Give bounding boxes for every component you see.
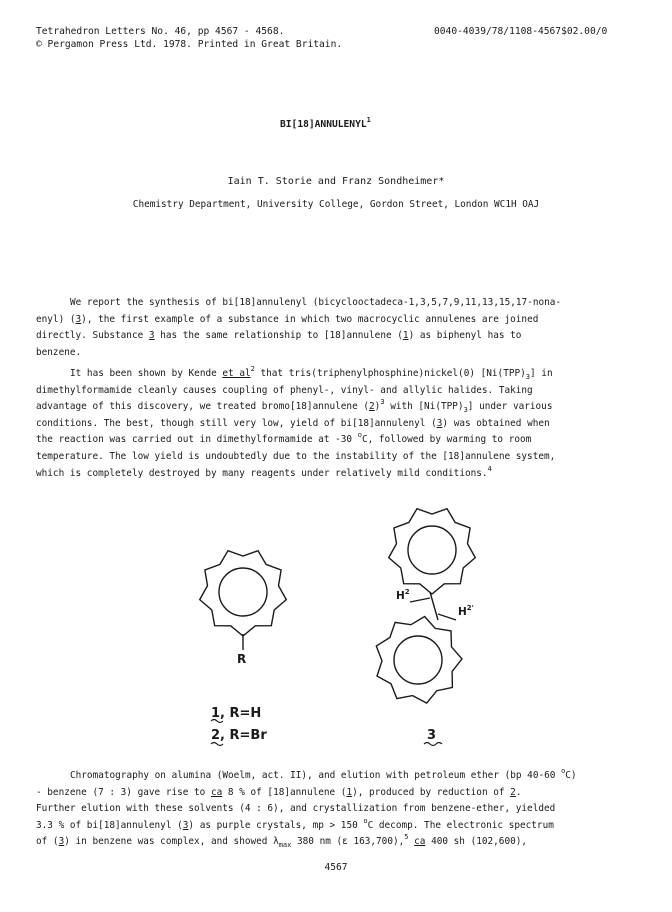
text-line: Chromatography on alumina (Woelm, act. II), and elution with petroleum ether (bp 40-60 $^o$C): [70, 767, 577, 781]
page-number: 4567: [324, 862, 348, 873]
authors: Iain T. Storie and Franz Sondheimer*: [227, 176, 445, 187]
text-line: benzene.: [36, 346, 82, 358]
title-text: BI[18]ANNULENYL: [280, 119, 367, 130]
compound-2-formula: R=Br: [229, 728, 267, 743]
body-paragraph-3: [36, 768, 636, 851]
annulene-ring-upper: [389, 509, 476, 594]
compound-1-label: 1, R=H: [211, 706, 262, 721]
compound-2-number: 2: [211, 728, 221, 743]
text-line: - benzene (7 : 3) gave rise to ca 8 % of [18]annulene (1), produced by reduction of 2.: [36, 786, 522, 798]
aromatic-circle-1: [219, 568, 267, 616]
compound-1-number: 1: [211, 706, 221, 721]
text-line: advantage of this discovery, we treated bromo[18]annulene $(2)^3$ with $[Ni(TPP)_3]$ under various: [36, 398, 553, 415]
h2-bond: [410, 598, 430, 602]
substituent-label: R: [237, 652, 247, 666]
text-line: conditions. The best, though still very low, yield of bi[18]annulenyl (3) was obtained when: [36, 417, 550, 429]
text-line: enyl) (3), the first example of a substance in which two macrocyclic annulenes are joined: [36, 313, 539, 325]
h2-label: $H^2$: [396, 588, 410, 602]
text-line: Further elution with these solvents (4 : 6), and crystallization from benzene-ether, yielded: [36, 803, 556, 815]
text-line: which is completely destroyed by many reagents under relatively mild conditions.$^4$: [36, 464, 492, 479]
text-line: the reaction was carried out in dimethylformamide at -30 $^o$C, followed by warming to room: [36, 431, 532, 446]
h2prime-bond: [438, 614, 456, 620]
text-line: temperature. The low yield is undoubtedly due to the instability of the [18]annulene system,: [36, 450, 556, 462]
annulene-ring-lower: [376, 617, 462, 704]
compound-2-label: 2, R=Br: [211, 728, 267, 743]
compound-1-formula: R=H: [229, 706, 262, 721]
ring-junction-bond: [430, 592, 438, 620]
journal-citation: Tetrahedron Letters No. 46, pp 4567 - 4568.: [36, 26, 285, 37]
annulene-ring-1: [200, 551, 287, 636]
copyright-line: © Pergamon Press Ltd. 1978. Printed in Great Britain.: [36, 39, 343, 50]
aromatic-circle-upper: [408, 526, 456, 574]
article-code: 0040-4039/78/1108-4567$02.00/0: [434, 26, 608, 37]
text-line: directly. Substance 3 has the same relationship to [18]annulene (1) as biphenyl has to: [36, 330, 522, 342]
h2prime-label: $H^{2'}$: [458, 604, 474, 618]
compound-3-label: 3: [427, 728, 437, 743]
title-ref: 1: [366, 116, 371, 124]
text-line: of (3) in benzene was complex, and showed $\lambda_{max}$ 380 nm (ε 163,700),$^5$ ca 400 sh (102,600),: [36, 833, 528, 850]
text-line: We report the synthesis of bi[18]annulenyl (bicyclooctadeca-1,3,5,7,9,11,13,15,17-nona-: [70, 297, 562, 308]
aromatic-circle-lower: [394, 636, 442, 684]
text-line: It has been shown by Kende et $al^2$ that tris(triphenylphosphine)nickel(0) $[Ni(TPP)_3]$ in: [70, 365, 553, 381]
text-line: dimethylformamide cleanly causes coupling of phenyl-, vinyl- and allylic halides. Taking: [36, 384, 533, 396]
text-line: 3.3 % of bi[18]annulenyl (3) as purple crystals, mp > 150 $^o$C decomp. The electronic spectrum: [36, 816, 554, 831]
affiliation: Chemistry Department, University College, Gordon Street, London WC1H OAJ: [132, 199, 540, 210]
